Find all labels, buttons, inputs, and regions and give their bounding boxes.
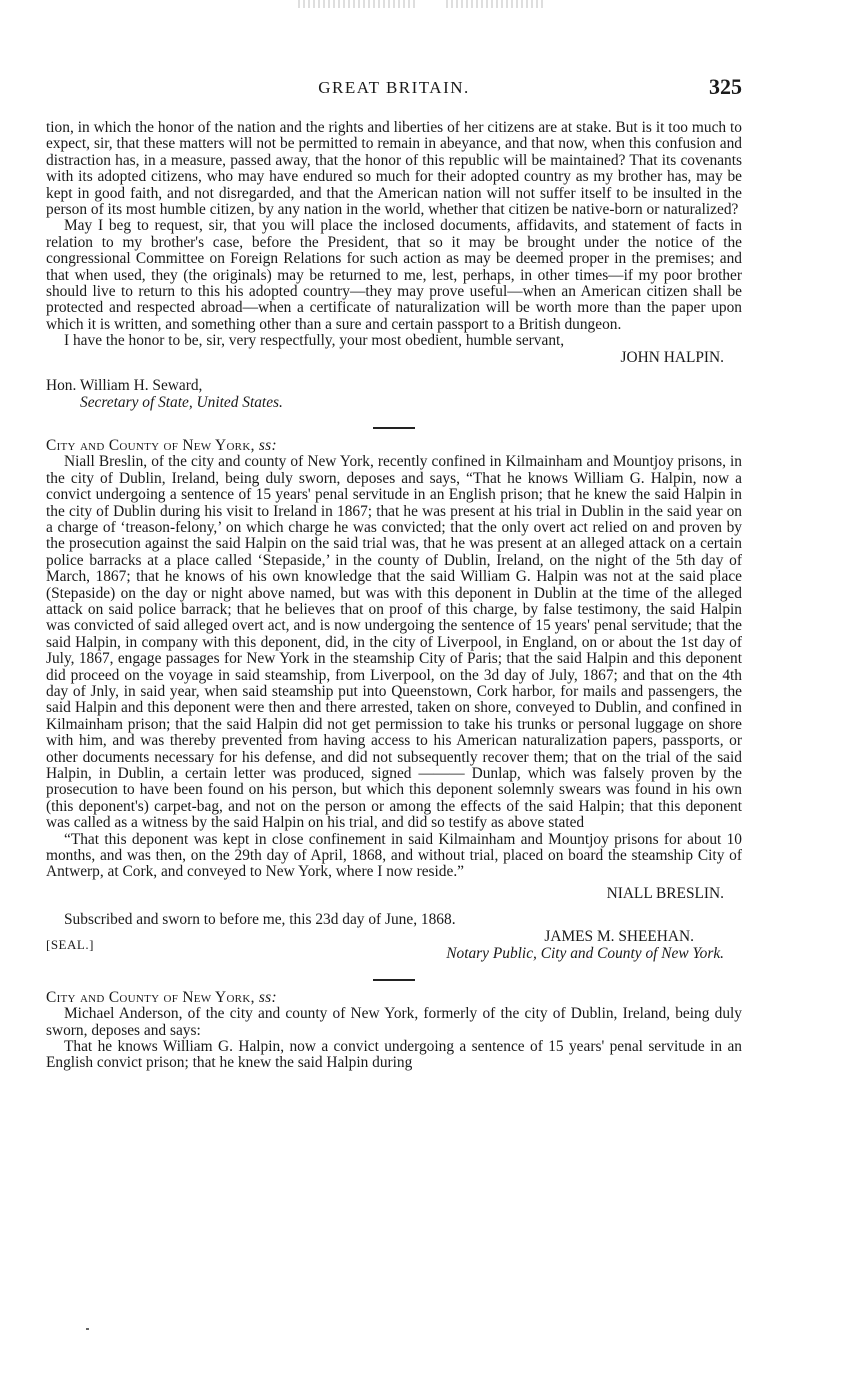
page-body	[46, 120, 742, 1072]
notary-block	[46, 929, 742, 963]
venue-suffix: ss:	[258, 436, 277, 454]
venue-text: City and County of New York,	[46, 436, 255, 454]
page-number: 325	[709, 74, 742, 99]
seal-mark: [SEAL.]	[46, 936, 94, 952]
venue-heading	[46, 438, 742, 454]
running-title: GREAT BRITAIN.	[318, 78, 470, 97]
affidavit-paragraph: Michael Anderson, of the city and county of New York, formerly of the city of Dublin, Ireland, being duly sworn, deposes and says:	[46, 1005, 742, 1039]
section-divider	[373, 979, 415, 981]
affidavit-breslin	[46, 438, 742, 963]
venue-suffix: ss:	[258, 988, 277, 1006]
scan-smudge-left	[298, 0, 418, 8]
addressee-title: Secretary of State, United States.	[80, 393, 283, 411]
letter-signature: JOHN HALPIN.	[620, 348, 724, 366]
affidavit-anderson	[46, 990, 742, 1072]
pencil-mark	[86, 1328, 89, 1330]
letter-paragraph: May I beg to request, sir, that you will place the inclosed documents, affidavits, and statement of facts in relation to my brother's case, before the President, that so it may be brought under the notice of the congressional Committee on Foreign Relations for such action as may be deemed proper in the premises; and that when used, they (the originals) may be returned to me, lest, perhaps, in other times—if my poor brother should live to return to this his adopted country—they may prove useful—when an American citizen shall be protected and respected abroad—when a certificate of naturalization will be worth more than the paper upon which it is written, and something other than a sure and certain passport to a British dungeon.	[46, 217, 742, 333]
page-header	[46, 74, 742, 104]
affidavit-paragraph: Niall Breslin, of the city and county of New York, recently confined in Kilmainham and Mountjoy prisons, in the city of Dublin, Ireland, being duly sworn, deposes and says, “That he knows William G. Halpin, now a convict undergoing a sentence of 15 years' penal servitude in an English prison; that he knew the said Halpin in the city of Dublin during his visit to Ireland in 1867; that he was present at his trial in Dublin in the said year on a charge of ‘treason-felony,’ on which charge he was convicted; that the only overt act relied on and proven by the prosecution against the said Halpin on the said trial was, that he was present at an alleged attack on a certain police barracks at a place called ‘Stepaside,’ in the county of Dublin, Ireland, on the night of the 5th day of March, 1867; that he knows of his own knowledge that the said William G. Halpin was not at the said place (Stepaside) on the day or night above named, but was with this deponent in Dublin at the time of the alleged attack on said police barrack; that he believes that on proof of this charge, by false testimony, the said Halpin was convicted of said alleged overt act, and is now undergoing the sentence of 15 years' penal servitude; that the said Halpin, in company with this deponent, did, in the city of Liverpool, in England, on or about the 1st day of July, 1867, engage passages for New York in the steamship City of Paris; that the said Halpin and this deponent did proceed on the voyage in said steamship, from Liverpool, on the 3d day of July, 1867; and that on the 4th day of Jnly, in said year, when said steamship put into Queenstown, Cork harbor, for mails and passengers, the said Halpin and this deponent were then and there arrested, taken on shore, conveyed to Dublin, and confined in Kilmainham prison; that the said Halpin did not get permission to take his trunks or personal luggage on shore with him, and was thereby prevented from having access to his American naturalization papers, passports, or other documents necessary for his defense, and did not subsequently recover them; that on the trial of the said Halpin, in Dublin, a certain letter was produced, signed ——— Dunlap, which was falsely proven by the prosecution to have been found on his person, but which this deponent solemnly swears was found in his own (this deponent's) carpet-bag, and not on the person or among the effects of the said Halpin; that this deponent was called as a witness by the said Halpin on his trial, and did so testify as above stated	[46, 453, 742, 832]
affidavit-paragraph: “That this deponent was kept in close confinement in said Kilmainham and Mountjoy prisons for about 10 months, and was then, on the 29th day of April, 1868, and without trial, placed on board the steamship City of Antwerp, at Cork, and conveyed to New York, where I now reside.”	[46, 830, 742, 881]
notary-title: Notary Public, City and County of New York.	[446, 944, 724, 962]
notary-name: JAMES M. SHEEHAN.	[544, 927, 694, 945]
addressee-name: Hon. William H. Seward,	[46, 377, 203, 395]
deponent-signature: NIALL BRESLIN.	[606, 884, 724, 902]
affidavit-paragraph: That he knows William G. Halpin, now a convict undergoing a sentence of 15 years' penal servitude in an English convict prison; that he knew the said Halpin during	[46, 1037, 742, 1072]
sworn-statement: Subscribed and sworn to before me, this 23d day of June, 1868.	[64, 911, 456, 929]
section-divider	[373, 427, 415, 429]
letter-section	[46, 120, 742, 411]
letter-paragraph: tion, in which the honor of the nation and the rights and liberties of her citizens are at stake. But is it too much to expect, sir, that these matters will not be permitted to remain in abeyance, and that now, when this confusion and distraction has, in a measure, passed away, that the honor of this republic will be maintained? That its covenants with its adopted citizens, who may have endured so much for their adopted country as my brother has, may be kept in good faith, and not disregarded, and that the American nation will not suffer itself to be insulted in the person of its most humble citizen, by any nation in the world, whether that citizen be native-born or naturalized?	[46, 119, 742, 219]
venue-heading	[46, 990, 742, 1006]
letter-closing: I have the honor to be, sir, very respectfully, your most obedient, humble servant,	[64, 332, 565, 350]
venue-text: City and County of New York,	[46, 988, 255, 1006]
scan-smudge-right	[446, 0, 546, 8]
